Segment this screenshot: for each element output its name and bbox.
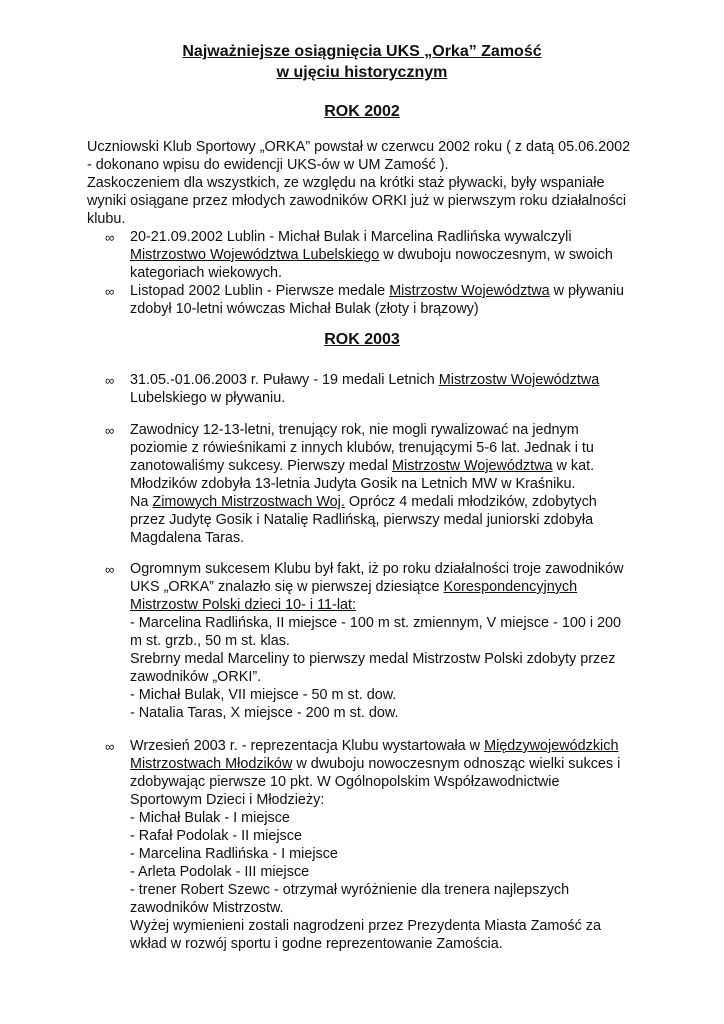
list-item-line (130, 597, 356, 615)
list-item-line: Ogromnym sukcesem Klubu był fakt, iż po roku działalności troje zawodników (130, 561, 624, 577)
infinity-bullet-icon: ∞ (105, 373, 115, 388)
infinity-bullet-icon: ∞ (105, 230, 115, 245)
underlined-event-name: Mistrzostwo Województwa Lubelskiego (130, 247, 380, 263)
underlined-event-name: Mistrzostw Województwa (389, 283, 550, 299)
list-item-line: - Rafał Podolak - II miejsce (130, 828, 302, 844)
infinity-bullet-icon: ∞ (105, 284, 115, 299)
list-item-line: Sportowym Dzieci i Młodzieży: (130, 792, 325, 808)
list-item-line: zawodników Mistrzostw. (130, 900, 284, 916)
list-item-line: zawodników „ORKI”. (130, 669, 262, 685)
paragraph-line: Zaskoczeniem dla wszystkich, ze względu na krótki staż pływacki, były wspaniałe (87, 175, 605, 191)
underlined-event-name: Międzywojewódzkich (484, 738, 619, 754)
underlined-event-name: Mistrzostw Województwa (438, 372, 600, 388)
list-item-line: Listopad 2002 Lublin - Pierwsze medale Mistrzostw Województwa w pływaniu (130, 283, 625, 299)
document-title-line2: w ujęciu historycznym (276, 64, 448, 81)
paragraph-line: wyniki osiągane przez młodych zawodników ORKI już w pierwszym roku działalności (87, 193, 627, 209)
list-item-line: - Arleta Podolak - III miejsce (130, 864, 310, 880)
list-item-line: m st. grzb., 50 m st. klas. (130, 633, 290, 649)
list-item-line: - Marcelina Radlińska, II miejsce - 100 m st. zmiennym, V miejsce - 100 i 200 (130, 615, 622, 631)
list-item-line: - Natalia Taras, X miejsce - 200 m st. dow. (130, 705, 399, 721)
paragraph-line: - dokonano wpisu do ewidencji UKS-ów w UM Zamość ). (87, 157, 449, 173)
list-item-line: Mistrzostwo Województwa Lubelskiego w dwuboju nowoczesnym, w swoich (130, 247, 613, 263)
list-item-line: UKS „ORKA” znalazło się w pierwszej dziesiątce Korespondencyjnych (130, 579, 578, 595)
list-item-line: zanotowaliśmy sukcesy. Pierwszy medal Mistrzostw Województwa w kat. (130, 458, 595, 474)
list-item-line: Wrzesień 2003 r. - reprezentacja Klubu wystartowała w Międzywojewódzkich (130, 738, 619, 754)
list-item-line: wkład w rozwój sportu i godne reprezentowanie Zamościa. (130, 936, 503, 952)
underlined-event-name: Mistrzostwach Młodzików (130, 756, 293, 772)
list-item-line: zdobywając pierwsze 10 pkt. W Ogólnopolskim Współzawodnictwie (130, 774, 560, 790)
list-item-line: Lubelskiego w pływaniu. (130, 390, 286, 406)
list-item-line: przez Judytę Gosik i Natalię Radlińską, pierwszy medal juniorski zdobyła (130, 512, 594, 528)
underlined-event-name: Mistrzostw Województwa (392, 458, 553, 474)
heading-rok-2003: ROK 2003 (324, 331, 400, 348)
list-item-line: zdobył 10-letni wówczas Michał Bulak (złoty i brązowy) (130, 301, 479, 317)
heading-rok-2002: ROK 2002 (324, 103, 400, 120)
list-item-line: Mistrzostwach Młodzików w dwuboju nowoczesnym odnosząc wielki sukces i (130, 756, 621, 772)
underlined-event-name: Mistrzostw Polski dzieci 10- i 11-lat: (130, 597, 357, 613)
list-item-line: 31.05.-01.06.2003 r. Puławy - 19 medali Letnich Mistrzostw Województwa (130, 372, 600, 388)
infinity-bullet-icon: ∞ (105, 423, 115, 438)
document-title-line1: Najważniejsze osiągnięcia UKS „Orka” Zamość (182, 43, 542, 60)
infinity-bullet-icon: ∞ (105, 562, 115, 577)
list-item-line: Na Zimowych Mistrzostwach Woj. Oprócz 4 medali młodzików, zdobytych (130, 494, 597, 510)
underlined-event-name: Korespondencyjnych (443, 579, 578, 595)
list-item-line: Młodzików zdobyła 13-letnia Judyta Gosik na Letnich MW w Kraśniku. (130, 476, 576, 492)
list-item-line: Zawodnicy 12-13-letni, trenujący rok, nie mogli rywalizować na jednym (130, 422, 579, 438)
paragraph-line: Uczniowski Klub Sportowy „ORKA” powstał w czerwcu 2002 roku ( z datą 05.06.2002 (87, 139, 631, 155)
list-item-line: kategoriach wiekowych. (130, 265, 282, 281)
list-item-line: - Marcelina Radlińska - I miejsce (130, 846, 338, 862)
list-item-line: - trener Robert Szewc - otrzymał wyróżnienie dla trenera najlepszych (130, 882, 570, 898)
infinity-bullet-icon: ∞ (105, 739, 115, 754)
list-item-line: - Michał Bulak, VII miejsce - 50 m st. dow. (130, 687, 397, 703)
list-item-line: Magdalena Taras. (130, 530, 245, 546)
list-item-line: Srebrny medal Marceliny to pierwszy medal Mistrzostw Polski zdobyty przez (130, 651, 616, 667)
underlined-event-name: Zimowych Mistrzostwach Woj. (152, 494, 345, 510)
paragraph-line: klubu. (87, 211, 126, 227)
list-item-line: poziomie z rówieśnikami z innych klubów, trenującymi 5-6 lat. Jednak i tu (130, 440, 594, 456)
list-item-line: 20-21.09.2002 Lublin - Michał Bulak i Marcelina Radlińska wywalczyli (130, 229, 572, 245)
list-item-line: Wyżej wymienieni zostali nagrodzeni przez Prezydenta Miasta Zamość za (130, 918, 601, 934)
list-item-line: - Michał Bulak - I miejsce (130, 810, 290, 826)
